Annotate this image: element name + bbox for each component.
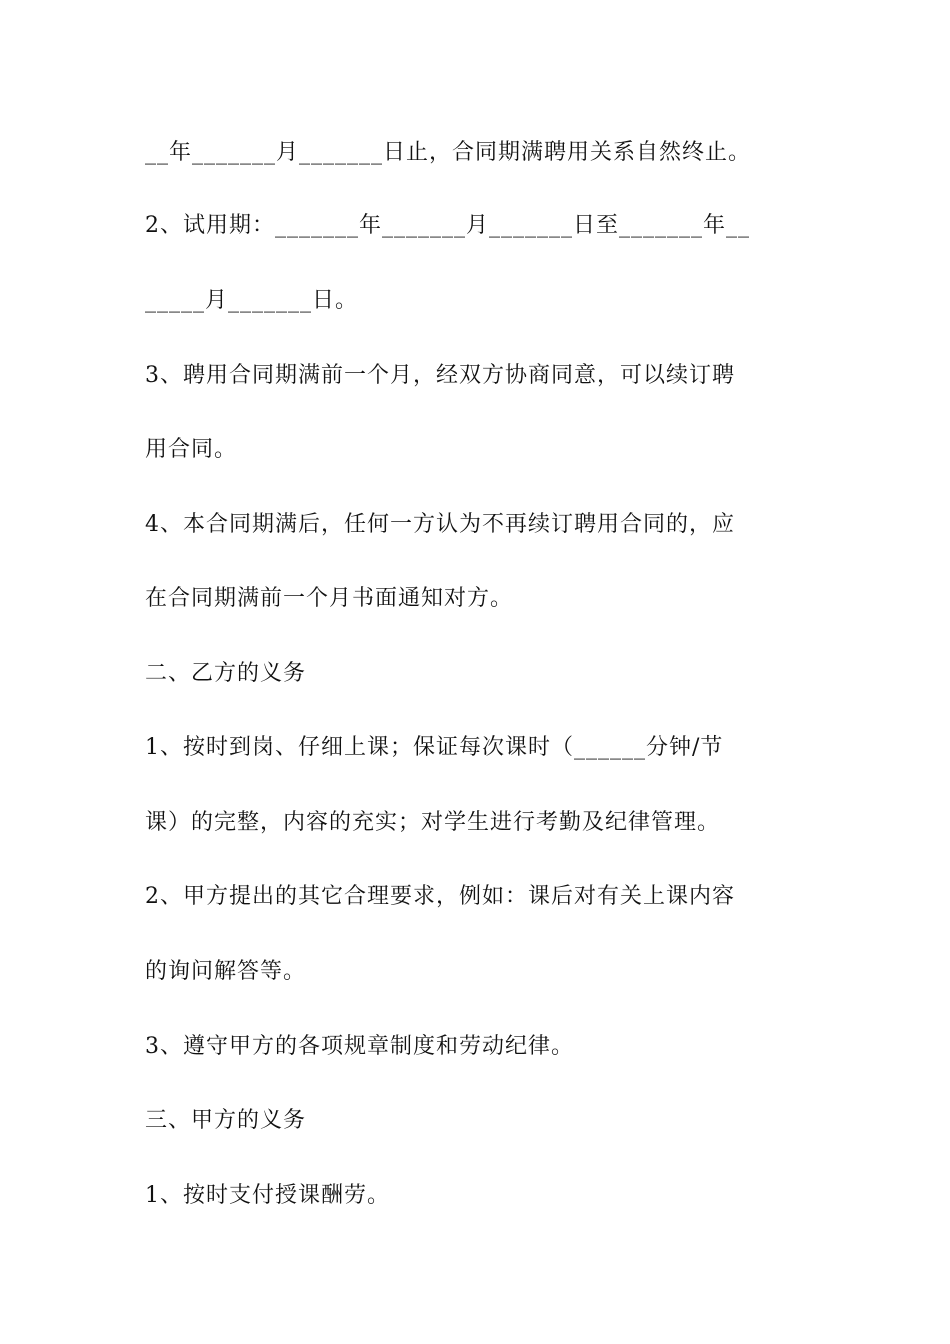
text-line: 3、聘用合同期满前一个月，经双方协商同意，可以续订聘 (145, 363, 735, 388)
text-line: 2、试用期：_______年_______月_______日至_______年__ (145, 213, 750, 238)
text-line: 1、按时到岗、仔细上课；保证每次课时（______分钟/节 (145, 735, 724, 760)
text-line: 用合同。 (145, 437, 238, 462)
text-line: __年_______月_______日止，合同期满聘用关系自然终止。 (145, 140, 752, 165)
text-line: 在合同期满前一个月书面通知对方。 (145, 586, 514, 611)
text-line: 4、本合同期满后，任何一方认为不再续订聘用合同的，应 (145, 512, 735, 537)
text-line: 3、遵守甲方的各项规章制度和劳动纪律。 (145, 1034, 574, 1059)
section-heading: 二、乙方的义务 (145, 661, 307, 686)
text-line: 课）的完整，内容的充实；对学生进行考勤及纪律管理。 (145, 810, 721, 835)
text-line: 的询问解答等。 (145, 959, 307, 984)
section-heading: 三、甲方的义务 (145, 1108, 307, 1133)
text-line: _____月_______日。 (145, 288, 359, 313)
text-line: 1、按时支付授课酬劳。 (145, 1183, 390, 1208)
text-line: 2、甲方提出的其它合理要求，例如：课后对有关上课内容 (145, 884, 735, 909)
